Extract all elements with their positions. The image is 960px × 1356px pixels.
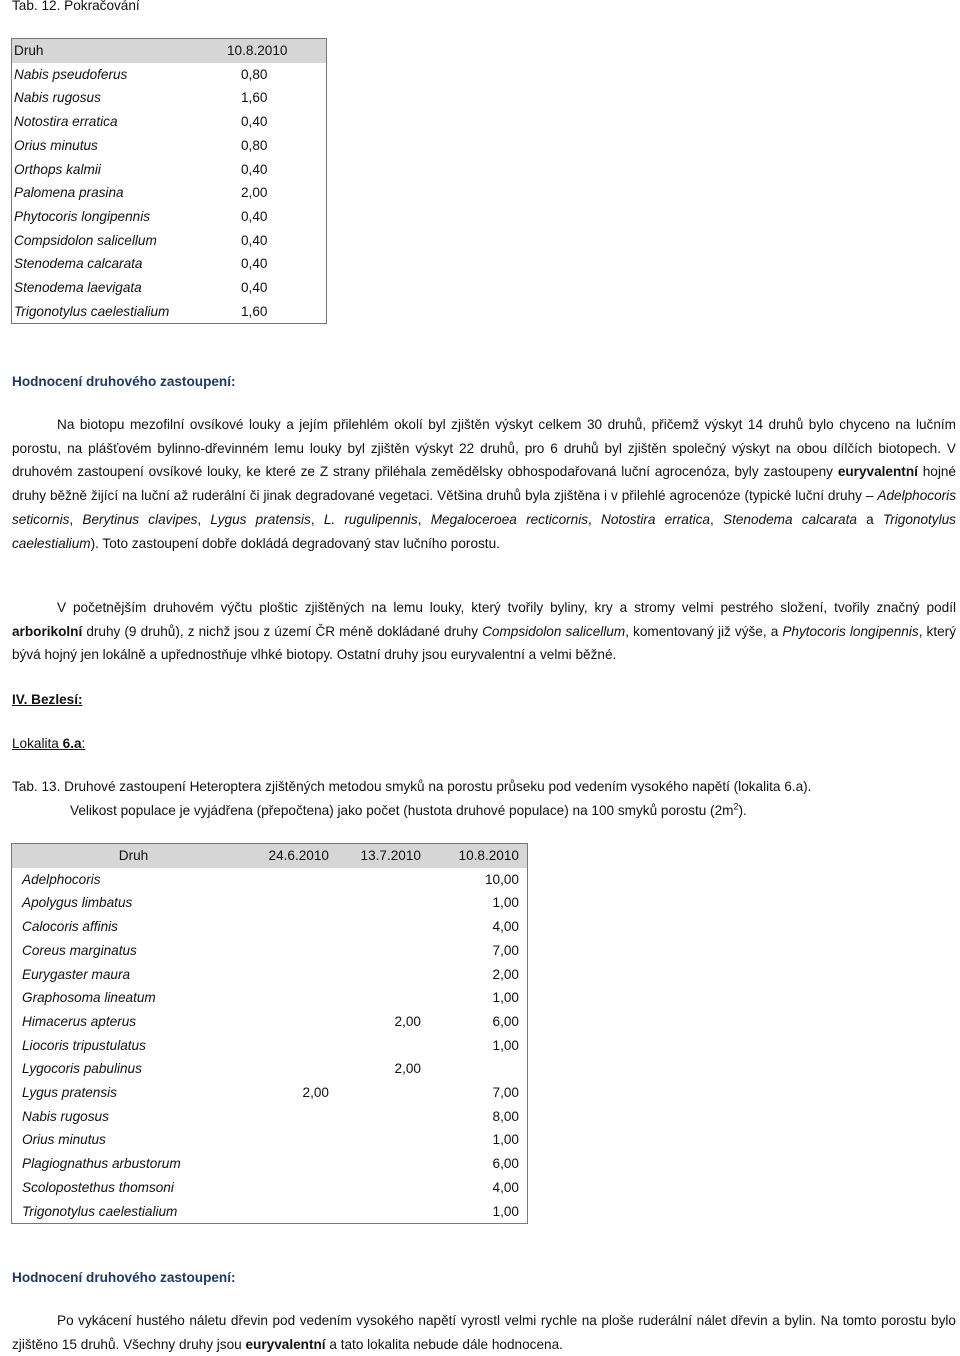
species-name: Eurygaster maura: [22, 966, 131, 982]
table-row: [12, 134, 327, 158]
table-row: [12, 1034, 528, 1058]
population-value: 0,40: [241, 161, 268, 177]
value-date-1: [245, 986, 337, 1010]
value-date-3: 6,00: [492, 1013, 519, 1029]
table-header-row: [12, 39, 327, 63]
species-name: Orius minutus: [14, 137, 98, 153]
population-value: 1,60: [241, 303, 268, 319]
species-name: Notostira erratica: [14, 114, 118, 130]
population-value: 1,60: [241, 90, 268, 106]
table-row: [12, 158, 327, 182]
value-date-3: 6,00: [492, 1156, 519, 1172]
caption-line-2: Velikost populace je vyjádřena (přepočtena) jako počet (hustota druhové populace) na 100 smyků porostu $(2m^2)$.: [70, 801, 747, 818]
value-date-2: 2,00: [394, 1013, 421, 1029]
species-name: Compsidolon salicellum: [14, 232, 157, 248]
value-date-2: [337, 939, 429, 963]
column-header-date-1: 24.6.2010: [245, 844, 337, 868]
table-row: [12, 1128, 528, 1152]
value-date-3: [429, 1057, 528, 1081]
species-name: Adelphocoris: [22, 871, 101, 887]
species-name: Nabis rugosus: [22, 1108, 109, 1124]
population-value: 0,80: [241, 66, 268, 82]
table-row: [12, 1057, 528, 1081]
value-date-1: [245, 1057, 337, 1081]
species-name: Liocoris tripustulatus: [22, 1037, 146, 1053]
table-row: [12, 986, 528, 1010]
population-value: 0,40: [241, 280, 268, 296]
value-date-2: [337, 1200, 429, 1224]
section-iv-heading: IV. Bezlesí:: [12, 692, 83, 707]
value-date-2: [337, 1128, 429, 1152]
value-date-1: [245, 939, 337, 963]
value-date-1: [245, 1152, 337, 1176]
table-body: [12, 63, 327, 324]
column-header-species: Druh: [12, 844, 246, 868]
value-date-2: [337, 1152, 429, 1176]
species-name: Phytocoris longipennis: [14, 208, 151, 224]
column-header-date-2: 13.7.2010: [337, 844, 429, 868]
species-name: Orius minutus: [22, 1132, 106, 1148]
species-table-1: [11, 38, 327, 324]
species-name: Lygus pratensis: [22, 1085, 117, 1101]
species-name: Stenodema calcarata: [14, 256, 143, 272]
value-date-3: 10,00: [484, 871, 519, 887]
table-row: [12, 229, 327, 253]
paragraph-assessment-2: V početnějším druhovém výčtu ploštic zjištěných na lemu louky, který tvořily byliny, kry a stromy velmi pestrého složení, tvořily značný podíl arborikolní druhy (9 druhů), z nichž jsou z území ČR méně dokládané druhy Compsidolon salicellum, komentovaný již výše, a Phytocoris longipennis, který bývá hojný jen lokálně a upřednostňuje vlhké biotopy. Ostatní druhy jsou euryvalentní a velmi běžné.: [12, 600, 957, 663]
table-row: [12, 1081, 528, 1105]
value-date-3: 4,00: [492, 1179, 519, 1195]
table-row: [12, 915, 528, 939]
species-name: Nabis rugosus: [14, 90, 101, 106]
section-heading-2: Hodnocení druhového zastoupení:: [12, 1270, 236, 1285]
table-13-caption: [12, 775, 956, 822]
population-value: 0,40: [241, 232, 268, 248]
value-date-2: [337, 1034, 429, 1058]
value-date-1: [245, 1128, 337, 1152]
table-row: [12, 939, 528, 963]
value-date-1: [245, 891, 337, 915]
population-value: 0,40: [241, 256, 268, 272]
species-name: Himacerus apterus: [22, 1013, 137, 1029]
table-row: [12, 1176, 528, 1200]
table-row: [12, 1152, 528, 1176]
value-date-2: [337, 1105, 429, 1129]
value-date-3: 8,00: [492, 1108, 519, 1124]
section-heading: Hodnocení druhového zastoupení:: [12, 374, 236, 389]
table-header-row: [12, 844, 528, 868]
value-date-2: [337, 1176, 429, 1200]
species-name: Lygocoris pabulinus: [22, 1061, 142, 1077]
locality-heading: Lokalita 6.a:: [12, 736, 86, 751]
value-date-2: [337, 915, 429, 939]
table-row: [12, 963, 528, 987]
column-header-date: 10.8.2010: [227, 43, 288, 58]
species-name: Nabis pseudoferus: [14, 66, 128, 82]
value-date-1: [245, 1200, 337, 1224]
table-row: [12, 300, 327, 324]
table-body: [12, 868, 528, 1224]
column-header-species: Druh: [14, 43, 44, 58]
table-row: [12, 1200, 528, 1224]
table-caption: Tab. 12. Pokračování: [12, 0, 140, 13]
value-date-3: 1,00: [492, 1203, 519, 1219]
value-date-1: [245, 1105, 337, 1129]
species-table-13: [11, 843, 528, 1224]
species-name: Stenodema laevigata: [14, 280, 142, 296]
value-date-2: 2,00: [394, 1061, 421, 1077]
table-row: [12, 205, 327, 229]
species-name: Coreus marginatus: [22, 942, 137, 958]
paragraph-assessment-3: Po vykácení hustého náletu dřevin pod vedením vysokého napětí vyrostl velmi rychle na ploše ruderální nálet dřevin a bylin. Na tomto porostu bylo zjištěno 15 druhů. Všechny druhy jsou euryvalentní a tato lokalita nebude dále hodnocena.: [12, 1313, 956, 1352]
value-date-3: 7,00: [492, 1085, 519, 1101]
table-row: [12, 252, 327, 276]
value-date-3: 7,00: [492, 942, 519, 958]
table-row: [12, 868, 528, 892]
population-value: 0,80: [241, 137, 268, 153]
species-name: Trigonotylus caelestialium: [22, 1203, 178, 1219]
species-name: Graphosoma lineatum: [22, 990, 156, 1006]
species-name: Palomena prasina: [14, 185, 124, 201]
value-date-1: [245, 1034, 337, 1058]
table-row: [12, 86, 327, 110]
value-date-3: 1,00: [492, 990, 519, 1006]
population-value: 2,00: [241, 185, 268, 201]
value-date-1: [245, 1010, 337, 1034]
value-date-1: [245, 868, 337, 892]
column-header-date-3: 10.8.2010: [429, 844, 528, 868]
value-date-1: [245, 963, 337, 987]
population-value: 0,40: [241, 114, 268, 130]
value-date-1: [245, 915, 337, 939]
caption-line-1: Tab. 13. Druhové zastoupení Heteroptera zjištěných metodou smyků na porostu průseku pod vedením vysokého napětí (lokalita 6.a).: [12, 779, 812, 794]
value-date-1: 2,00: [302, 1085, 329, 1101]
species-name: Apolygus limbatus: [22, 895, 133, 911]
species-name: Plagiognathus arbustorum: [22, 1156, 181, 1172]
table-row: [12, 1010, 528, 1034]
table-row: [12, 181, 327, 205]
value-date-2: [337, 986, 429, 1010]
value-date-2: [337, 891, 429, 915]
value-date-3: 1,00: [492, 1037, 519, 1053]
species-name: Trigonotylus caelestialium: [14, 303, 170, 319]
table-row: [12, 63, 327, 87]
paragraph-assessment-1: Na biotopu mezofilní ovsíkové louky a jejím přilehlém okolí byl zjištěn výskyt celkem 30 druhů, přičemž výskyt 14 druhů bylo chyceno na lučním porostu, na plášťovém bylinno-dřevinném lemu louky byl zjištěn výskyt 22 druhů, pro 6 druhů byl zjištěn společný výskyt na obou dílčích biotopech. V druhovém zastoupení ovsíkové louky, ke které ze Z strany přiléhala zemědělsky obhospodařovaná luční agrocenóza, byly zastoupeny euryvalentní hojné druhy běžně žijící na luční až ruderální či jinak degradované vegetaci. Většina druhů byla zjištěna i v přilehlé agrocenóze (typické luční druhy – Adelphocoris seticornis, Berytinus clavipes, Lygus pratensis, L. rugulipennis, Megaloceroea recticornis, Notostira erratica, Stenodema calcarata a Trigonotylus caelestialium). Toto zastoupení dobře dokládá degradovaný stav lučního porostu.: [12, 417, 956, 551]
value-date-3: 2,00: [492, 966, 519, 982]
species-name: Orthops kalmii: [14, 161, 101, 177]
value-date-3: 4,00: [492, 919, 519, 935]
value-date-3: 1,00: [492, 1132, 519, 1148]
value-date-2: [337, 963, 429, 987]
table-row: [12, 1105, 528, 1129]
species-name: Calocoris affinis: [22, 919, 118, 935]
value-date-3: 1,00: [492, 895, 519, 911]
table-row: [12, 110, 327, 134]
population-value: 0,40: [241, 208, 268, 224]
value-date-2: [337, 868, 429, 892]
table-row: [12, 891, 528, 915]
value-date-2: [337, 1081, 429, 1105]
table-row: [12, 276, 327, 300]
value-date-1: [245, 1176, 337, 1200]
species-name: Scolopostethus thomsoni: [22, 1179, 174, 1195]
